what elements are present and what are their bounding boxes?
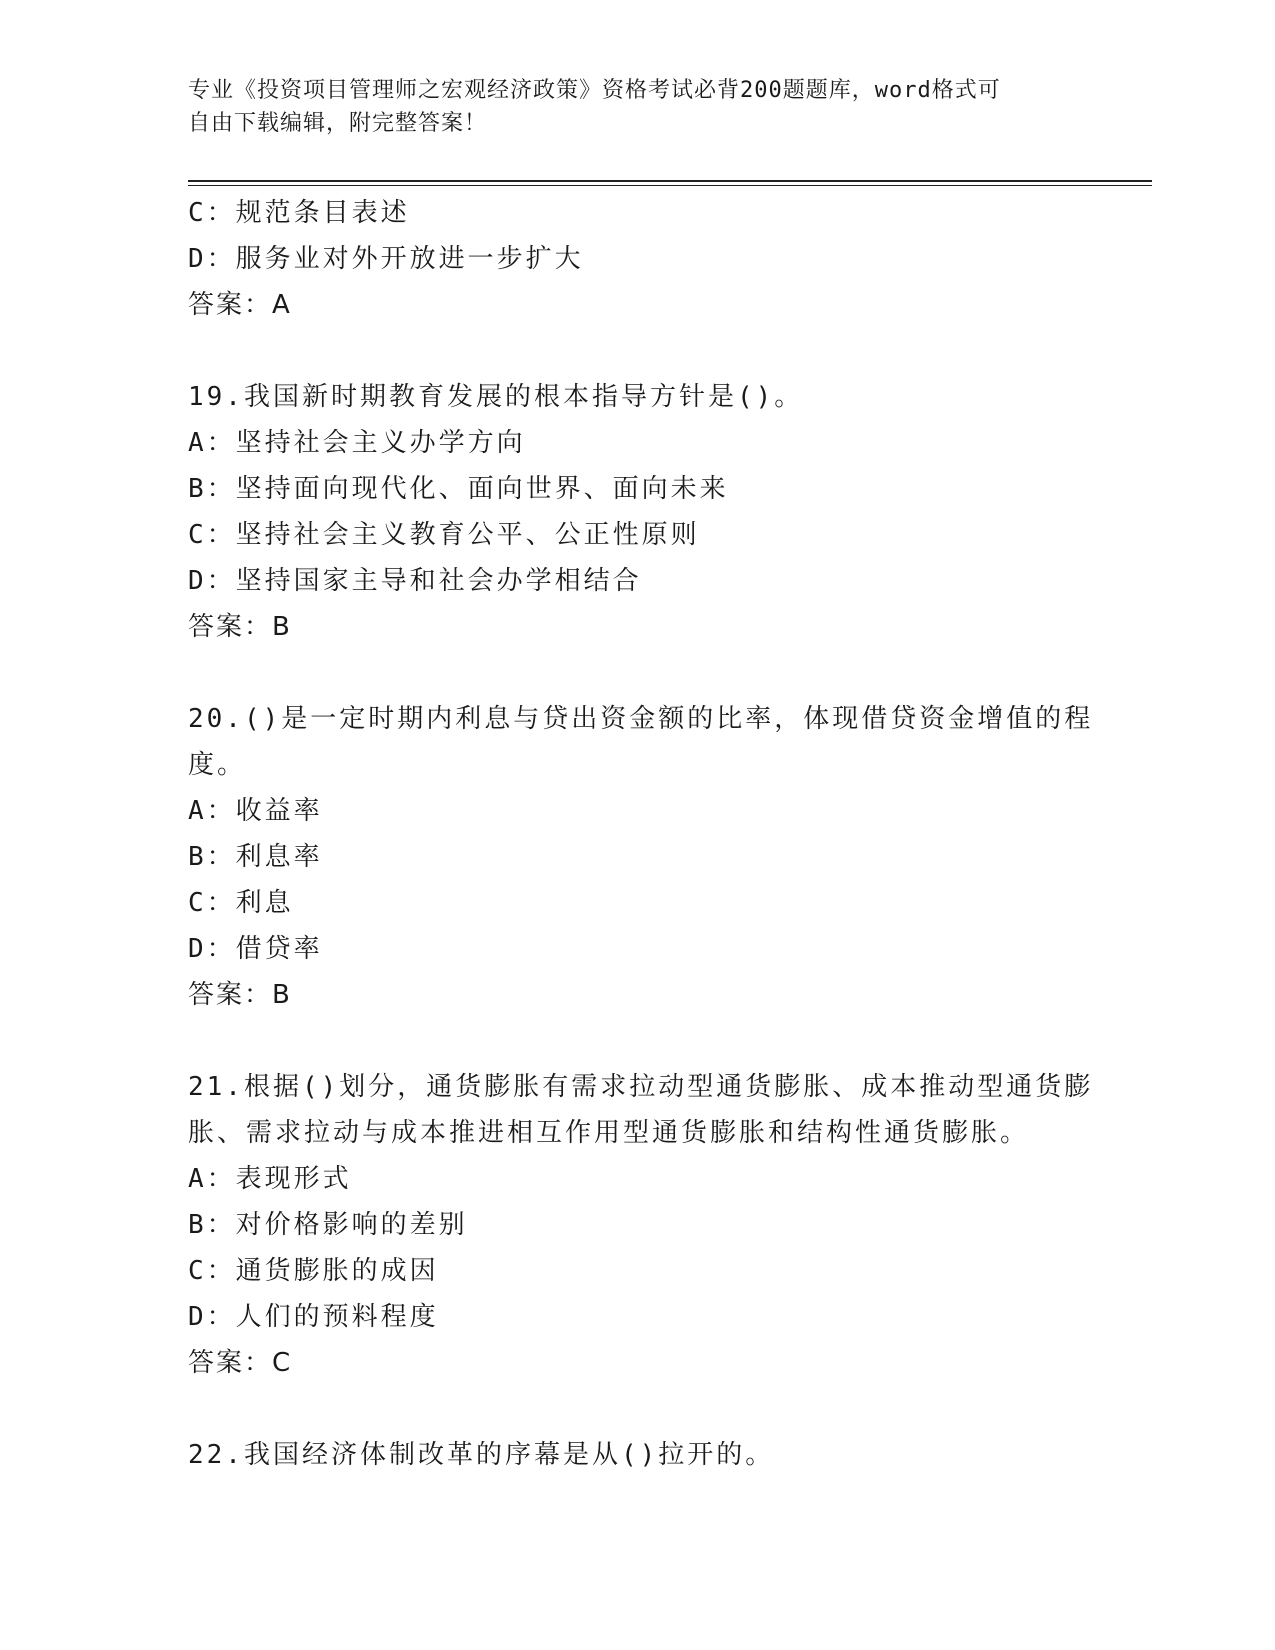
header-divider-thin: [188, 185, 1152, 186]
question-19-option-d: D：坚持国家主导和社会办学相结合: [188, 566, 642, 596]
question-21-option-d: D：人们的预料程度: [188, 1302, 439, 1332]
question-19-answer: 答案：B: [188, 612, 292, 642]
option-c: C：规范条目表述: [188, 198, 410, 228]
spacer: [188, 1018, 1088, 1064]
question-21-text-line-2: 胀、需求拉动与成本推进相互作用型通货膨胀和结构性通货膨胀。: [188, 1118, 1030, 1148]
question-20-text-line-1: 20.()是一定时期内利息与贷出资金额的比率，体现借贷资金增值的程: [188, 704, 1094, 734]
question-20-option-d: D：借贷率: [188, 934, 323, 964]
question-20-text-line-2: 度。: [188, 750, 247, 780]
header-line-2: 自由下载编辑，附完整答案！: [188, 111, 488, 136]
question-20-option-a: A：收益率: [188, 796, 323, 826]
answer-line: 答案：A: [188, 290, 292, 320]
spacer: [188, 1386, 1088, 1432]
question-21-option-a: A：表现形式: [188, 1164, 352, 1194]
question-list: [188, 190, 1094, 1478]
question-19-option-b: B：坚持面向现代化、面向世界、面向未来: [188, 474, 729, 504]
question-19-option-c: C：坚持社会主义教育公平、公正性原则: [188, 520, 700, 550]
question-20-option-c: C：利息: [188, 888, 294, 918]
question-21-answer: 答案：C: [188, 1348, 293, 1378]
question-22-text: 22.我国经济体制改革的序幕是从()拉开的。: [188, 1440, 775, 1470]
header-line-1: 专业《投资项目管理师之宏观经济政策》资格考试必背200题题库，word格式可: [188, 78, 1001, 103]
question-21-option-c: C：通货膨胀的成因: [188, 1256, 439, 1286]
question-19-text: 19.我国新时期教育发展的根本指导方针是()。: [188, 382, 804, 412]
question-20-option-b: B：利息率: [188, 842, 323, 872]
spacer: [188, 650, 1088, 696]
spacer: [188, 328, 1088, 374]
document-header: [188, 74, 1068, 140]
question-21-option-b: B：对价格影响的差别: [188, 1210, 468, 1240]
header-divider-thick: [188, 180, 1152, 182]
question-20-answer: 答案：B: [188, 980, 292, 1010]
question-19-option-a: A：坚持社会主义办学方向: [188, 428, 526, 458]
option-d: D：服务业对外开放进一步扩大: [188, 244, 584, 274]
question-21-text-line-1: 21.根据()划分，通货膨胀有需求拉动型通货膨胀、成本推动型通货膨: [188, 1072, 1094, 1102]
